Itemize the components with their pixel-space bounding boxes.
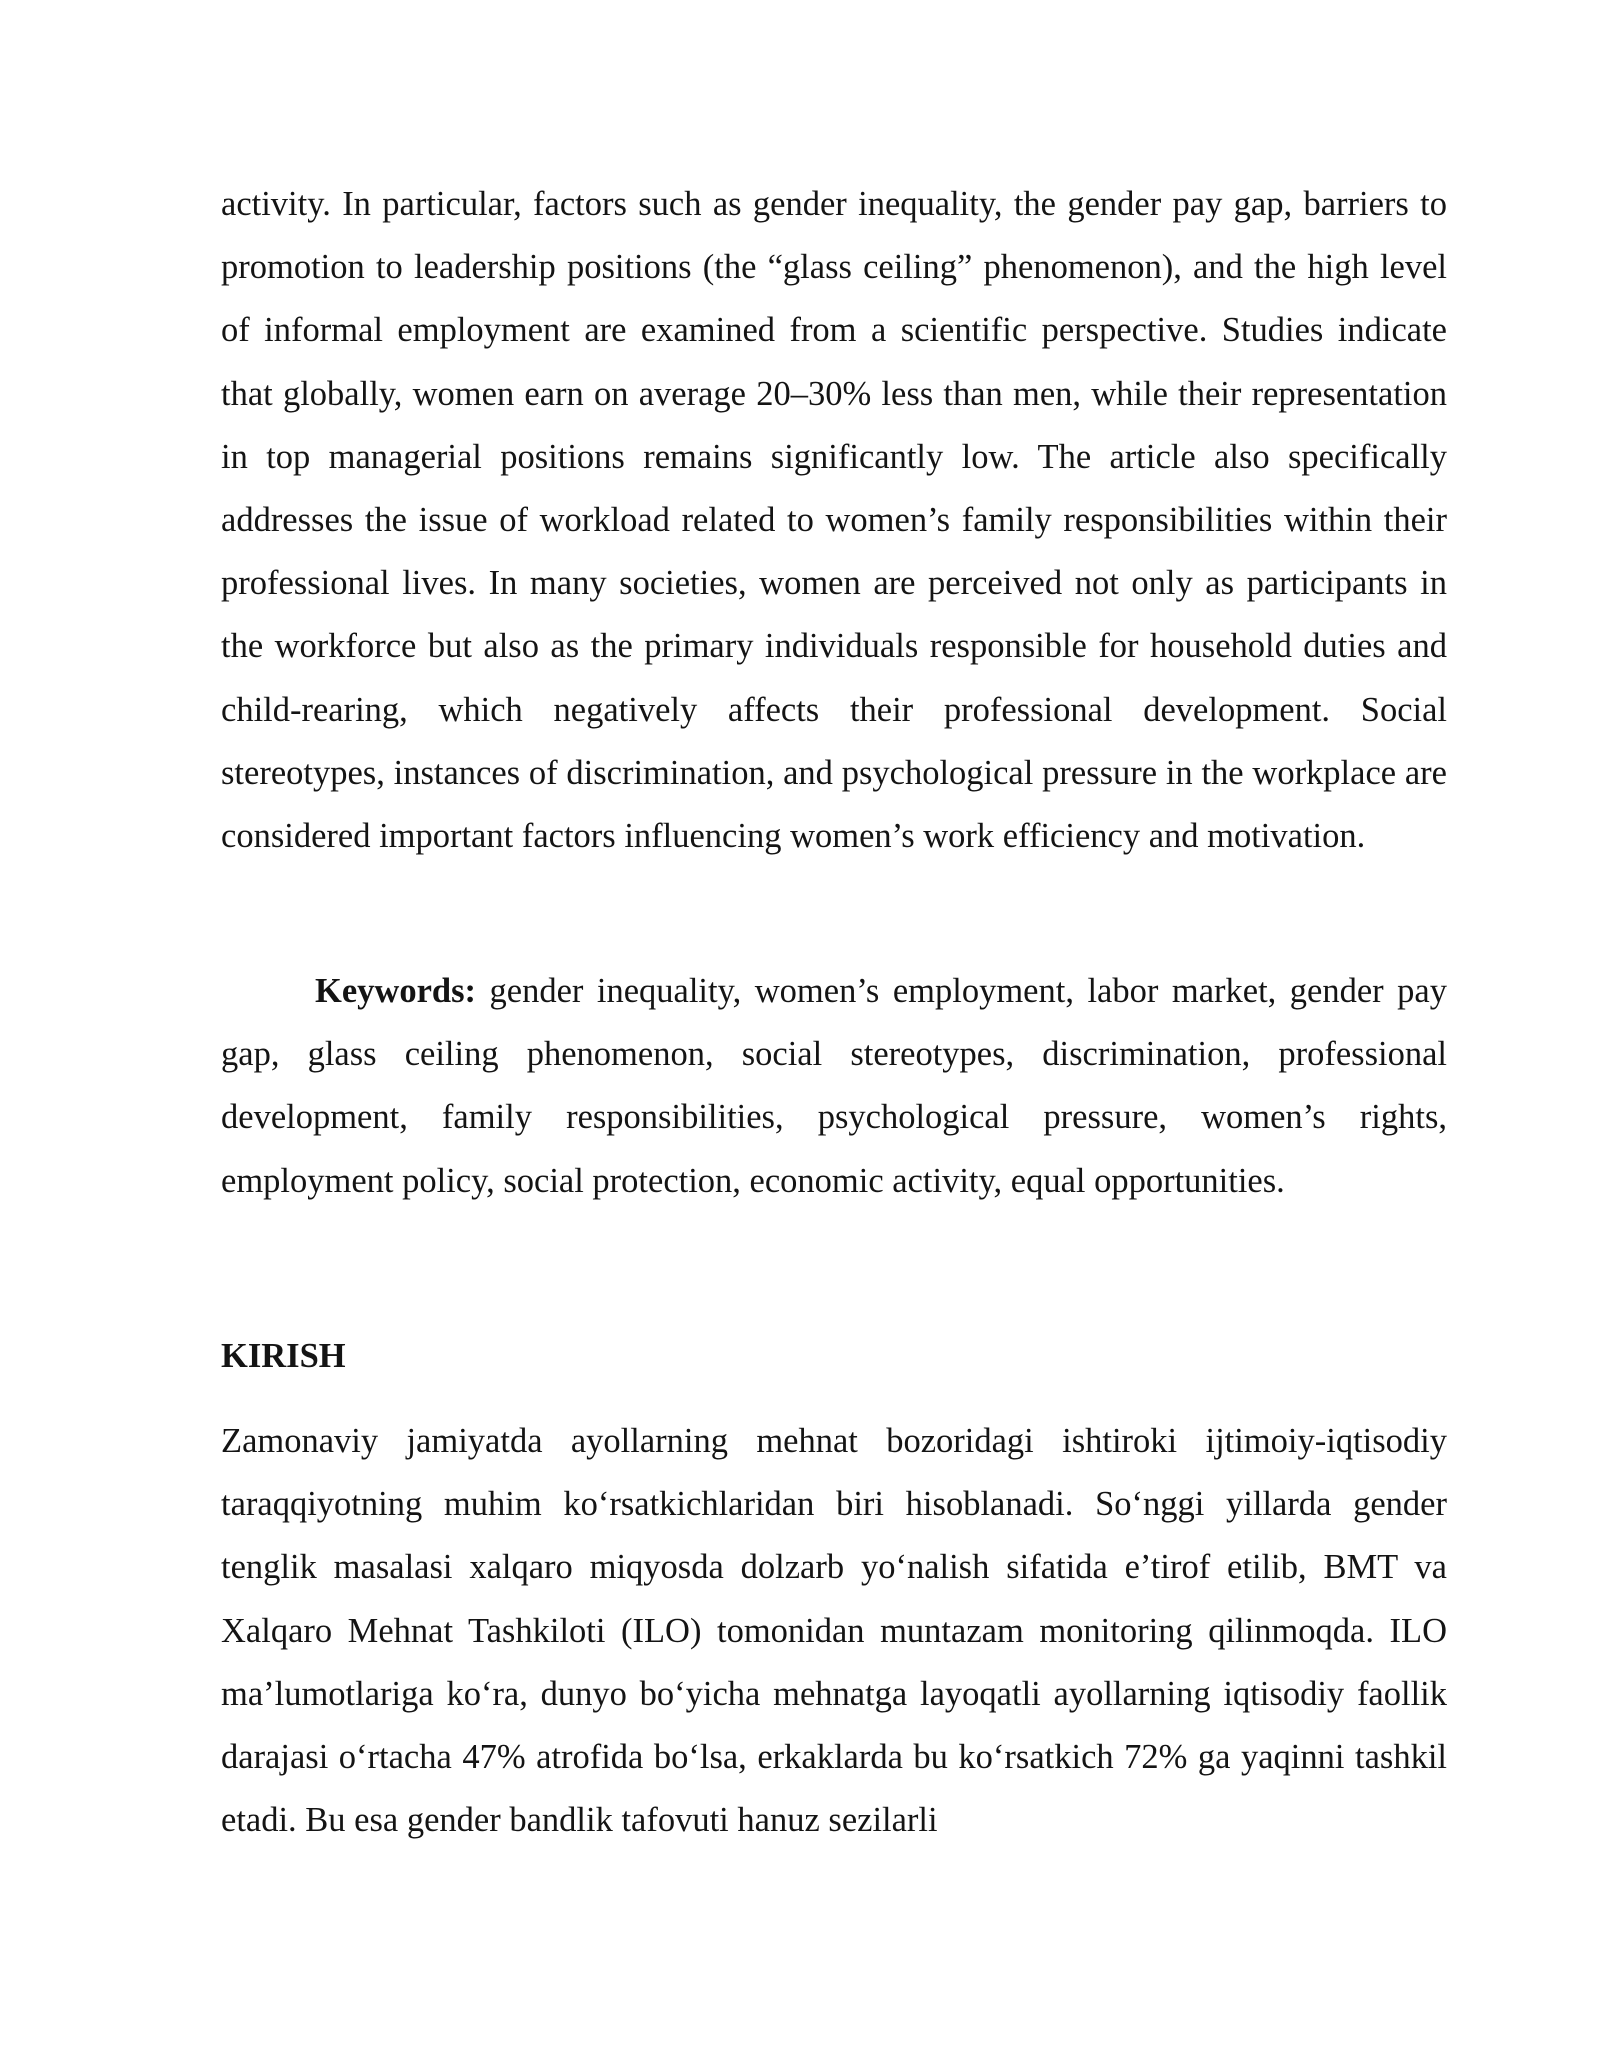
abstract-paragraph: activity. In particular, factors such as gender inequality, the gender pay gap, barriers to promotion to leadership positions (the “glass ceiling” phenomenon), and the high level of informal employment are examined from a scientific perspective. Studies indicate that globally, women earn on average 20–30% less than men, while their representation in top managerial positions remains significantly low. The article also specifically addresses the issue of workload related to women’s family responsibilities within their professional lives. In many societies, women are perceived not only as participants in the workforce but also as the primary individuals responsible for household duties and child-rearing, which negatively affects their professional development. Social stereotypes, instances of discrimination, and psychological pressure in the workplace are considered important factors influencing women’s work efficiency and motivation. — [221, 185, 1447, 856]
keywords-paragraph — [221, 960, 1447, 1213]
section-heading: KIRISH — [221, 1337, 346, 1375]
keywords-label: Keywords: — [315, 972, 476, 1010]
keywords-text: gender inequality, women’s employment, labor market, gender pay gap, glass ceiling phenomenon, social stereotypes, discrimination, professional development, family responsibilities, psychological pressure, women’s rights, employment policy, social protection, economic activity, equal opportunities. — [221, 972, 1447, 1200]
intro-paragraph: Zamonaviy jamiyatda ayollarning mehnat bozoridagi ishtiroki ijtimoiy-iqtisodiy taraqqiyotning muhim ko‘rsatkichlaridan biri hisoblanadi. So‘nggi yillarda gender tenglik masalasi xalqaro miqyosda dolzarb yo‘nalish sifatida e’tirof etilib, BMT va Xalqaro Mehnat Tashkiloti (ILO) tomonidan muntazam monitoring qilinmoqda. ILO ma’lumotlariga ko‘ra, dunyo bo‘yicha mehnatga layoqatli ayollarning iqtisodiy faollik darajasi o‘rtacha 47% atrofida bo‘lsa, erkaklarda bu ko‘rsatkich 72% ga yaqinni tashkil etadi. Bu esa gender bandlik tafovuti hanuz sezilarli — [221, 1422, 1447, 1840]
